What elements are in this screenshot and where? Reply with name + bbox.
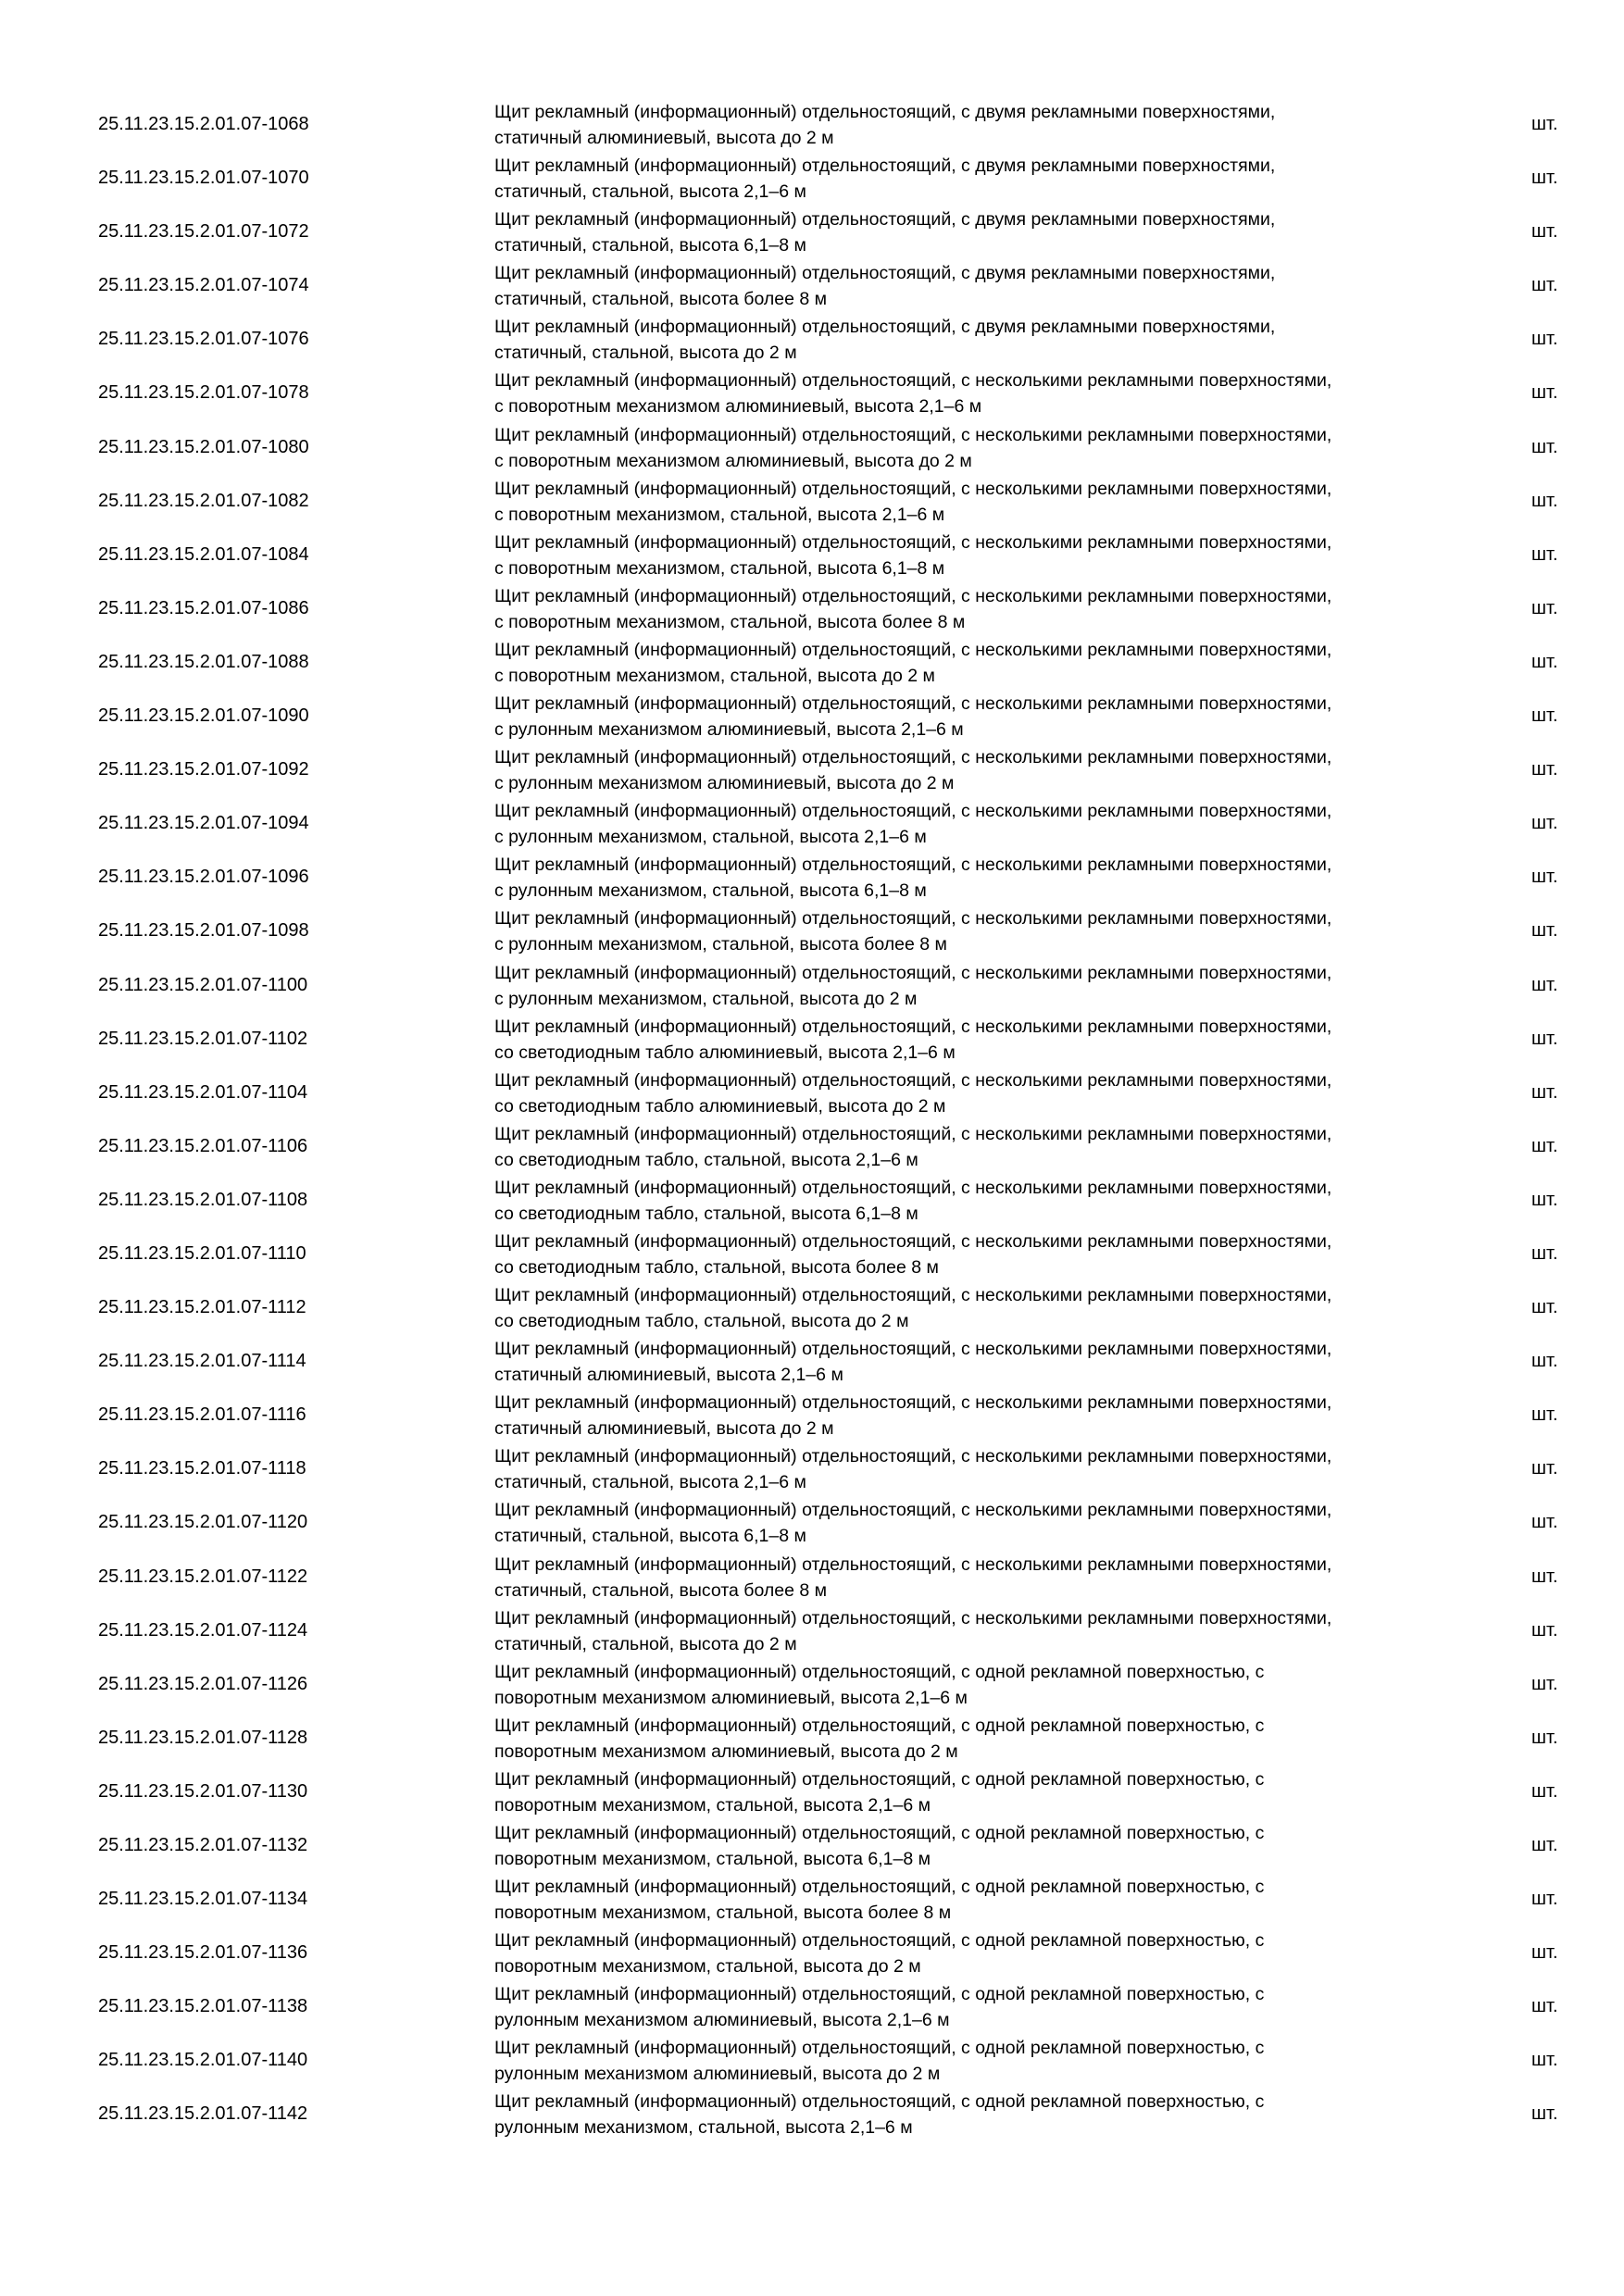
item-description-line-1: Щит рекламный (информационный) отдельностоящий, с несколькими рекламными поверхностями, [494, 747, 1332, 768]
item-description [494, 798, 1494, 850]
item-description-line-2: рулонным механизмом, стальной, высота 2,1–6 м [494, 2117, 913, 2139]
item-description-line-2: статичный, стальной, высота более 8 м [494, 1579, 828, 1601]
item-description [494, 960, 1494, 1012]
item-description-line-1: Щит рекламный (информационный) отдельностоящий, с двумя рекламными поверхностями, [494, 209, 1276, 231]
item-code: 25.11.23.15.2.01.07-1102 [98, 1028, 308, 1049]
item-code: 25.11.23.15.2.01.07-1114 [98, 1351, 306, 1372]
item-description-line-1: Щит рекламный (информационный) отдельностоящий, с несколькими рекламными поверхностями, [494, 1069, 1332, 1091]
item-code: 25.11.23.15.2.01.07-1116 [98, 1404, 306, 1426]
item-code: 25.11.23.15.2.01.07-1084 [98, 543, 309, 565]
item-code: 25.11.23.15.2.01.07-1132 [98, 1835, 308, 1855]
item-description [494, 422, 1494, 474]
item-description [494, 583, 1494, 635]
item-description [494, 905, 1494, 957]
item-description-line-2: со светодиодным табло, стальной, высота более 8 м [494, 1256, 939, 1278]
item-description-line-1: Щит рекламный (информационный) отдельностоящий, с несколькими рекламными поверхностями, [494, 801, 1332, 822]
item-code: 25.11.23.15.2.01.07-1072 [98, 221, 309, 243]
item-code: 25.11.23.15.2.01.07-1136 [98, 1942, 308, 1964]
item-unit: шт. [1531, 867, 1558, 888]
item-description [494, 99, 1494, 151]
item-description [494, 1443, 1494, 1495]
item-description-line-2: статичный, стальной, высота более 8 м [494, 289, 828, 310]
item-description [494, 1121, 1494, 1173]
table-row [0, 635, 1624, 689]
item-unit: шт. [1531, 813, 1558, 834]
item-unit: шт. [1531, 490, 1558, 511]
item-unit: шт. [1531, 920, 1558, 942]
item-description-line-1: Щит рекламный (информационный) отдельностоящий, с несколькими рекламными поверхностями, [494, 1339, 1332, 1360]
table-row [0, 1280, 1624, 1334]
item-code: 25.11.23.15.2.01.07-1096 [98, 867, 309, 888]
table-row [0, 850, 1624, 904]
item-unit: шт. [1531, 1727, 1558, 1748]
item-code: 25.11.23.15.2.01.07-1110 [98, 1242, 306, 1264]
table-row [0, 1603, 1624, 1657]
item-description [494, 1229, 1494, 1280]
item-description-line-2: с рулонным механизмом, стальной, высота 2,1–6 м [494, 827, 927, 848]
table-row [0, 1926, 1624, 1979]
item-description-line-1: Щит рекламный (информационный) отдельностоящий, с несколькими рекламными поверхностями, [494, 1500, 1332, 1521]
item-description-line-2: с рулонным механизмом алюминиевый, высота 2,1–6 м [494, 719, 964, 741]
item-description-line-2: поворотным механизмом алюминиевый, высота 2,1–6 м [494, 1687, 968, 1708]
table-row [0, 1441, 1624, 1495]
table-row [0, 2033, 1624, 2087]
item-unit: шт. [1531, 1889, 1558, 1910]
item-unit: шт. [1531, 1297, 1558, 1318]
item-code: 25.11.23.15.2.01.07-1104 [98, 1081, 308, 1103]
item-unit: шт. [1531, 329, 1558, 350]
item-description-line-1: Щит рекламный (информационный) отдельностоящий, с несколькими рекламными поверхностями, [494, 1285, 1332, 1306]
items-table [0, 97, 1624, 2141]
item-description-line-1: Щит рекламный (информационный) отдельностоящий, с двумя рекламными поверхностями, [494, 156, 1276, 177]
item-description [494, 314, 1494, 366]
item-code: 25.11.23.15.2.01.07-1142 [98, 2103, 308, 2125]
item-code: 25.11.23.15.2.01.07-1120 [98, 1512, 308, 1533]
item-description [494, 1605, 1494, 1657]
item-unit: шт. [1531, 974, 1558, 995]
item-description-line-2: со светодиодным табло, стальной, высота до 2 м [494, 1311, 909, 1332]
item-description-line-1: Щит рекламный (информационный) отдельностоящий, с одной рекламной поверхностью, с [494, 1984, 1265, 2005]
item-unit: шт. [1531, 168, 1558, 189]
table-row [0, 1334, 1624, 1388]
item-code: 25.11.23.15.2.01.07-1092 [98, 759, 309, 780]
item-code: 25.11.23.15.2.01.07-1126 [98, 1673, 308, 1694]
item-code: 25.11.23.15.2.01.07-1118 [98, 1458, 306, 1479]
item-description-line-2: с поворотным механизмом алюминиевый, высота до 2 м [494, 450, 972, 471]
item-code: 25.11.23.15.2.01.07-1108 [98, 1189, 308, 1210]
item-unit: шт. [1531, 705, 1558, 727]
item-unit: шт. [1531, 2103, 1558, 2125]
item-description-line-2: поворотным механизмом, стальной, высота 6,1–8 м [494, 1849, 931, 1869]
item-description [494, 691, 1494, 742]
table-row [0, 1012, 1624, 1066]
item-code: 25.11.23.15.2.01.07-1134 [98, 1889, 308, 1910]
table-row [0, 1979, 1624, 2033]
item-description [494, 2089, 1494, 2140]
table-row [0, 1872, 1624, 1926]
item-description-line-2: со светодиодным табло, стальной, высота 2,1–6 м [494, 1149, 918, 1170]
item-description [494, 744, 1494, 796]
item-description [494, 1659, 1494, 1711]
item-unit: шт. [1531, 1835, 1558, 1855]
item-description [494, 1014, 1494, 1066]
item-code: 25.11.23.15.2.01.07-1122 [98, 1566, 308, 1587]
table-row [0, 420, 1624, 474]
item-description-line-1: Щит рекламный (информационный) отдельностоящий, с несколькими рекламными поверхностями, [494, 855, 1332, 876]
item-description-line-2: статичный, стальной, высота до 2 м [494, 1633, 797, 1654]
item-description-line-1: Щит рекламный (информационный) отдельностоящий, с несколькими рекламными поверхностями, [494, 908, 1332, 930]
item-description-line-1: Щит рекламный (информационный) отдельностоящий, с несколькими рекламными поверхностями, [494, 531, 1332, 553]
item-description-line-1: Щит рекламный (информационный) отдельностоящий, с несколькими рекламными поверхностями, [494, 1016, 1332, 1037]
item-code: 25.11.23.15.2.01.07-1094 [98, 813, 309, 834]
item-description-line-2: с рулонным механизмом, стальной, высота 6,1–8 м [494, 880, 927, 902]
table-row [0, 689, 1624, 742]
item-description-line-2: с поворотным механизмом алюминиевый, высота 2,1–6 м [494, 396, 982, 418]
table-row [0, 528, 1624, 581]
item-unit: шт. [1531, 1512, 1558, 1533]
item-description-line-2: поворотным механизмом, стальной, высота более 8 м [494, 1903, 952, 1924]
item-unit: шт. [1531, 1996, 1558, 2017]
item-description-line-2: с поворотным механизмом, стальной, высота более 8 м [494, 611, 966, 632]
item-description-line-2: с рулонным механизмом алюминиевый, высота до 2 м [494, 773, 955, 794]
table-row [0, 1227, 1624, 1280]
item-description-line-1: Щит рекламный (информационный) отдельностоящий, с одной рекламной поверхностью, с [494, 1715, 1265, 1736]
item-description [494, 1928, 1494, 1979]
item-code: 25.11.23.15.2.01.07-1086 [98, 597, 309, 618]
item-code: 25.11.23.15.2.01.07-1074 [98, 275, 309, 296]
table-row [0, 1066, 1624, 1119]
item-unit: шт. [1531, 1351, 1558, 1372]
item-description-line-2: с поворотным механизмом, стальной, высота 2,1–6 м [494, 504, 945, 525]
item-unit: шт. [1531, 1619, 1558, 1641]
item-description [494, 153, 1494, 205]
item-unit: шт. [1531, 1458, 1558, 1479]
item-description [494, 1282, 1494, 1334]
item-unit: шт. [1531, 221, 1558, 243]
item-description [494, 1390, 1494, 1441]
item-unit: шт. [1531, 436, 1558, 457]
item-description-line-1: Щит рекламный (информационный) отдельностоящий, с несколькими рекламными поверхностями, [494, 639, 1332, 660]
item-description [494, 852, 1494, 904]
item-description-line-1: Щит рекламный (информационный) отдельностоящий, с одной рекламной поверхностью, с [494, 1661, 1265, 1682]
item-description-line-1: Щит рекламный (информационный) отдельностоящий, с несколькими рекламными поверхностями, [494, 1607, 1332, 1628]
item-description-line-1: Щит рекламный (информационный) отдельностоящий, с одной рекламной поверхностью, с [494, 1877, 1265, 1898]
item-description-line-1: Щит рекламный (информационный) отдельностоящий, с несколькими рекламными поверхностями, [494, 370, 1332, 392]
item-unit: шт. [1531, 1135, 1558, 1156]
item-description [494, 1552, 1494, 1603]
table-row [0, 1495, 1624, 1549]
item-description-line-2: со светодиодным табло алюминиевый, высота 2,1–6 м [494, 1042, 956, 1063]
item-description-line-1: Щит рекламный (информационный) отдельностоящий, с несколькими рекламными поверхностями, [494, 693, 1332, 715]
item-unit: шт. [1531, 1189, 1558, 1210]
item-code: 25.11.23.15.2.01.07-1090 [98, 705, 309, 727]
item-code: 25.11.23.15.2.01.07-1078 [98, 382, 309, 404]
table-row [0, 366, 1624, 419]
item-unit: шт. [1531, 1942, 1558, 1964]
table-row [0, 1765, 1624, 1818]
table-row [0, 474, 1624, 528]
item-unit: шт. [1531, 1028, 1558, 1049]
item-unit: шт. [1531, 543, 1558, 565]
item-unit: шт. [1531, 2050, 1558, 2071]
item-unit: шт. [1531, 382, 1558, 404]
table-row [0, 312, 1624, 366]
table-row [0, 1388, 1624, 1441]
item-code: 25.11.23.15.2.01.07-1138 [98, 1996, 308, 2017]
item-description-line-2: рулонным механизмом алюминиевый, высота 2,1–6 м [494, 2010, 950, 2031]
item-description-line-2: со светодиодным табло, стальной, высота 6,1–8 м [494, 1203, 918, 1224]
item-description-line-1: Щит рекламный (информационный) отдельностоящий, с двумя рекламными поверхностями, [494, 263, 1276, 284]
item-description [494, 260, 1494, 312]
item-unit: шт. [1531, 1780, 1558, 1802]
table-row [0, 2087, 1624, 2140]
table-row [0, 205, 1624, 258]
item-code: 25.11.23.15.2.01.07-1112 [98, 1297, 306, 1318]
table-row [0, 97, 1624, 151]
item-description [494, 1981, 1494, 2033]
item-description [494, 637, 1494, 689]
item-description-line-1: Щит рекламный (информационный) отдельностоящий, с одной рекламной поверхностью, с [494, 2038, 1265, 2059]
item-description-line-2: статичный, стальной, высота 6,1–8 м [494, 1526, 806, 1547]
item-description-line-1: Щит рекламный (информационный) отдельностоящий, с двумя рекламными поверхностями, [494, 317, 1276, 338]
table-row [0, 796, 1624, 850]
item-code: 25.11.23.15.2.01.07-1098 [98, 920, 309, 942]
item-description [494, 206, 1494, 258]
item-unit: шт. [1531, 1404, 1558, 1426]
item-description-line-1: Щит рекламный (информационный) отдельностоящий, с несколькими рекламными поверхностями, [494, 962, 1332, 983]
table-row [0, 151, 1624, 205]
item-description-line-1: Щит рекламный (информационный) отдельностоящий, с несколькими рекламными поверхностями, [494, 1177, 1332, 1198]
item-code: 25.11.23.15.2.01.07-1070 [98, 168, 309, 189]
item-description-line-2: поворотным механизмом, стальной, высота 2,1–6 м [494, 1794, 931, 1816]
item-unit: шт. [1531, 114, 1558, 134]
item-description [494, 1336, 1494, 1388]
item-description-line-2: статичный алюминиевый, высота до 2 м [494, 128, 834, 148]
table-row [0, 1818, 1624, 1872]
table-row [0, 742, 1624, 796]
item-description-line-1: Щит рекламный (информационный) отдельностоящий, с несколькими рекламными поверхностями, [494, 1554, 1332, 1575]
item-description-line-1: Щит рекламный (информационный) отдельностоящий, с одной рекламной поверхностью, с [494, 1823, 1265, 1843]
item-unit: шт. [1531, 1081, 1558, 1103]
item-description [494, 530, 1494, 581]
item-code: 25.11.23.15.2.01.07-1082 [98, 490, 309, 511]
item-description-line-2: с поворотным механизмом, стальной, высота 6,1–8 м [494, 557, 945, 579]
table-row [0, 581, 1624, 635]
table-row [0, 904, 1624, 957]
item-code: 25.11.23.15.2.01.07-1140 [98, 2050, 308, 2071]
item-description [494, 1497, 1494, 1549]
item-unit: шт. [1531, 1242, 1558, 1264]
item-description-line-1: Щит рекламный (информационный) отдельностоящий, с несколькими рекламными поверхностями, [494, 478, 1332, 499]
item-unit: шт. [1531, 1673, 1558, 1694]
item-unit: шт. [1531, 1566, 1558, 1587]
item-description [494, 1713, 1494, 1765]
item-description-line-2: поворотным механизмом алюминиевый, высота до 2 м [494, 1741, 958, 1762]
item-unit: шт. [1531, 275, 1558, 296]
item-unit: шт. [1531, 759, 1558, 780]
item-description-line-2: статичный, стальной, высота до 2 м [494, 343, 797, 364]
item-description-line-1: Щит рекламный (информационный) отдельностоящий, с несколькими рекламными поверхностями, [494, 424, 1332, 445]
item-description-line-2: с поворотным механизмом, стальной, высота до 2 м [494, 665, 935, 686]
table-row [0, 1119, 1624, 1173]
table-row [0, 1657, 1624, 1711]
item-description-line-2: со светодиодным табло алюминиевый, высота до 2 м [494, 1095, 946, 1117]
item-description-line-2: рулонным механизмом алюминиевый, высота до 2 м [494, 2064, 941, 2085]
item-description-line-1: Щит рекламный (информационный) отдельностоящий, с несколькими рекламными поверхностями, [494, 1230, 1332, 1252]
item-code: 25.11.23.15.2.01.07-1068 [98, 114, 309, 134]
item-description [494, 1820, 1494, 1872]
item-description-line-1: Щит рекламный (информационный) отдельностоящий, с одной рекламной поверхностью, с [494, 2091, 1265, 2113]
item-description-line-1: Щит рекламный (информационный) отдельностоящий, с несколькими рекламными поверхностями, [494, 585, 1332, 606]
table-row [0, 1173, 1624, 1227]
item-description-line-2: поворотным механизмом, стальной, высота до 2 м [494, 1956, 921, 1978]
item-description-line-2: с рулонным механизмом, стальной, высота более 8 м [494, 934, 947, 955]
table-row [0, 1711, 1624, 1765]
item-description-line-2: статичный, стальной, высота 2,1–6 м [494, 1472, 806, 1493]
item-code: 25.11.23.15.2.01.07-1124 [98, 1619, 308, 1641]
item-description-line-1: Щит рекламный (информационный) отдельностоящий, с несколькими рекламными поверхностями, [494, 1392, 1332, 1414]
item-code: 25.11.23.15.2.01.07-1100 [98, 974, 308, 995]
item-description-line-2: с рулонным механизмом, стальной, высота до 2 м [494, 988, 918, 1009]
item-description-line-1: Щит рекламный (информационный) отдельностоящий, с несколькими рекламными поверхностями, [494, 1123, 1332, 1144]
table-row [0, 258, 1624, 312]
item-description [494, 476, 1494, 528]
item-description-line-1: Щит рекламный (информационный) отдельностоящий, с одной рекламной поверхностью, с [494, 1930, 1265, 1952]
item-description-line-2: статичный, стальной, высота 6,1–8 м [494, 235, 806, 256]
item-unit: шт. [1531, 651, 1558, 672]
item-description [494, 368, 1494, 419]
item-description [494, 1766, 1494, 1818]
item-description-line-1: Щит рекламный (информационный) отдельностоящий, с одной рекламной поверхностью, с [494, 1768, 1265, 1790]
item-description-line-2: статичный алюминиевый, высота до 2 м [494, 1418, 834, 1440]
item-unit: шт. [1531, 597, 1558, 618]
item-description-line-1: Щит рекламный (информационный) отдельностоящий, с двумя рекламными поверхностями, [494, 102, 1276, 122]
table-row [0, 958, 1624, 1012]
item-code: 25.11.23.15.2.01.07-1130 [98, 1780, 308, 1802]
item-code: 25.11.23.15.2.01.07-1106 [98, 1135, 308, 1156]
item-code: 25.11.23.15.2.01.07-1128 [98, 1727, 308, 1748]
item-description [494, 1175, 1494, 1227]
item-description-line-1: Щит рекламный (информационный) отдельностоящий, с несколькими рекламными поверхностями, [494, 1446, 1332, 1467]
item-description [494, 1067, 1494, 1119]
table-row [0, 1550, 1624, 1603]
item-code: 25.11.23.15.2.01.07-1080 [98, 436, 309, 457]
item-code: 25.11.23.15.2.01.07-1076 [98, 329, 309, 350]
item-description-line-2: статичный, стальной, высота 2,1–6 м [494, 181, 806, 203]
item-description-line-2: статичный алюминиевый, высота 2,1–6 м [494, 1365, 843, 1386]
item-code: 25.11.23.15.2.01.07-1088 [98, 651, 309, 672]
item-description [494, 2035, 1494, 2087]
item-description [494, 1874, 1494, 1926]
